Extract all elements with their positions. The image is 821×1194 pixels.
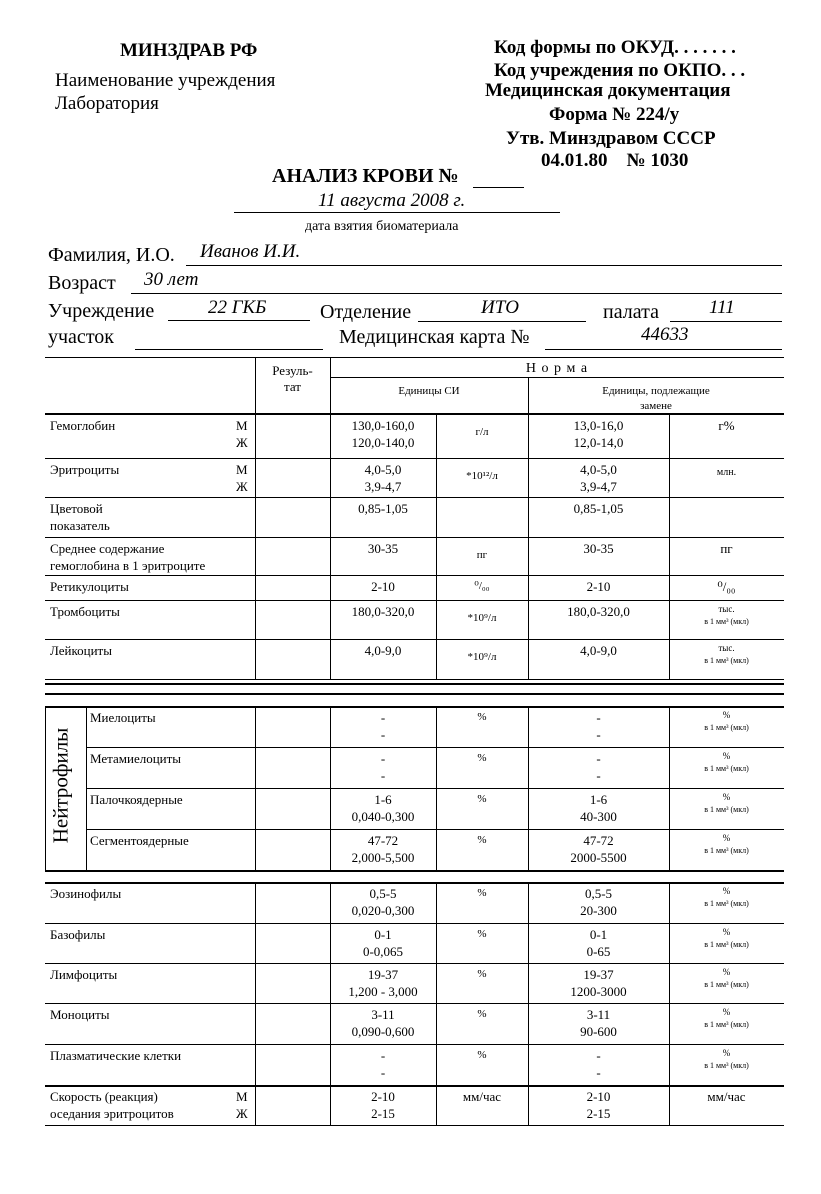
result-header-1: Резуль- xyxy=(272,363,313,378)
approved-label: Утв. Минздравом СССР xyxy=(506,128,716,149)
column-divider xyxy=(255,575,256,600)
row-name: Скорость (реакция) xyxy=(50,1089,158,1104)
unit-line-1: % xyxy=(722,792,731,802)
column-divider xyxy=(255,639,256,679)
okpo-code: Код учреждения по ОКПО. . . xyxy=(494,60,746,81)
name-value: Иванов И.И. xyxy=(200,241,301,262)
row-divider xyxy=(45,1125,784,1126)
old-unit-2: в 1 мм³ (мкл) xyxy=(704,656,749,665)
ministry-title: МИНЗДРАВ РФ xyxy=(120,40,258,61)
column-divider xyxy=(669,1085,670,1125)
si-norm-1: 4,0-5,0 xyxy=(364,462,402,477)
row-divider xyxy=(45,575,784,576)
row-name-2: гемоглобина в 1 эритроците xyxy=(50,558,206,573)
si-norm-1: - xyxy=(380,751,386,766)
si-norm-1: 2-10 xyxy=(371,579,395,594)
column-divider xyxy=(330,1003,331,1044)
row-name: Среднее содержание xyxy=(50,541,165,556)
si-norm-2: 0-0,065 xyxy=(362,944,404,959)
column-divider xyxy=(436,497,437,537)
table-header-bottom xyxy=(45,413,784,415)
norm-header-rule xyxy=(330,377,784,378)
old-norm-1: 2-10 xyxy=(586,579,611,594)
column-divider xyxy=(528,1085,529,1125)
column-divider xyxy=(669,458,670,497)
analysis-number-line xyxy=(473,187,524,188)
date-caption: дата взятия биоматериала xyxy=(305,219,459,234)
row-name: Лимфоциты xyxy=(50,967,118,982)
si-norm-1: 0,5-5 xyxy=(369,886,397,901)
unit-line-2: в 1 мм³ (мкл) xyxy=(704,1061,749,1070)
old-norm-2: 90-600 xyxy=(580,1024,617,1039)
row-divider xyxy=(45,706,784,708)
old-norm-1: 13,0-16,0 xyxy=(573,418,624,433)
column-divider xyxy=(528,706,529,747)
column-divider xyxy=(436,829,437,870)
unit-line-1: % xyxy=(722,967,731,977)
sex-f: Ж xyxy=(236,1106,248,1121)
column-divider xyxy=(255,1003,256,1044)
si-norm-1: 3-11 xyxy=(371,1007,395,1022)
row-name: Тромбоциты xyxy=(50,604,120,619)
page-title: АНАЛИЗ КРОВИ № xyxy=(272,165,459,187)
column-divider xyxy=(330,829,331,870)
column-divider xyxy=(330,747,331,788)
column-divider xyxy=(669,575,670,600)
department-value: ИТО xyxy=(481,297,520,318)
si-unit: % xyxy=(477,793,487,805)
row-divider xyxy=(45,537,784,538)
si-unit: % xyxy=(477,1008,487,1020)
unit-line-2: в 1 мм³ (мкл) xyxy=(704,980,749,989)
ward-label: палата xyxy=(603,301,659,323)
row-divider xyxy=(86,829,784,830)
sex-m: М xyxy=(236,418,248,433)
sex-m: М xyxy=(236,462,248,477)
med-doc-label: Медицинская документация xyxy=(485,80,731,101)
si-unit: % xyxy=(477,887,487,899)
si-norm-2: - xyxy=(380,768,386,783)
unit-line-2: в 1 мм³ (мкл) xyxy=(704,764,749,773)
old-norm-1: 2-10 xyxy=(586,1089,611,1104)
table-top-rule xyxy=(45,357,784,358)
row-name: Сегментоядерные xyxy=(90,833,189,848)
card-line xyxy=(545,349,782,350)
si-unit: пг xyxy=(476,549,488,561)
column-divider xyxy=(669,923,670,963)
old-norm-1: 4,0-5,0 xyxy=(580,462,617,477)
column-divider xyxy=(330,1085,331,1125)
column-divider xyxy=(330,788,331,829)
sex-m: М xyxy=(236,1089,248,1104)
column-divider xyxy=(669,639,670,679)
column-divider xyxy=(86,706,87,747)
column-divider xyxy=(330,882,331,923)
old-norm-2: 0-65 xyxy=(586,944,611,959)
old-norm-2: 2-15 xyxy=(586,1106,611,1121)
unit-line-2: в 1 мм³ (мкл) xyxy=(704,899,749,908)
column-divider xyxy=(86,747,87,788)
row-divider xyxy=(45,882,784,884)
si-unit: *10¹²/л xyxy=(466,470,498,482)
district-line xyxy=(135,349,323,350)
si-norm-1: 4,0-9,0 xyxy=(364,643,402,658)
department-line xyxy=(418,321,586,322)
column-divider xyxy=(330,600,331,639)
si-unit: г/л xyxy=(475,426,489,438)
column-divider xyxy=(330,458,331,497)
column-divider xyxy=(528,377,529,413)
column-divider xyxy=(436,458,437,497)
old-norm-2: 40-300 xyxy=(580,809,617,824)
old-unit: млн. xyxy=(716,467,737,478)
column-divider xyxy=(528,639,529,679)
si-norm-2: 3,9-4,7 xyxy=(364,479,402,494)
norm-header: Н о р м а xyxy=(525,361,589,376)
column-divider xyxy=(330,575,331,600)
column-divider xyxy=(528,882,529,923)
column-divider xyxy=(528,923,529,963)
row-name: Палочкоядерные xyxy=(90,792,183,807)
age-line xyxy=(131,293,782,294)
column-divider xyxy=(528,414,529,458)
row-name: Моноциты xyxy=(50,1007,110,1022)
old-norm-1: - xyxy=(596,710,601,725)
si-norm-1: 19-37 xyxy=(367,967,399,982)
column-divider xyxy=(330,1044,331,1085)
name-line xyxy=(186,265,782,266)
si-unit: % xyxy=(477,752,487,764)
column-divider xyxy=(528,600,529,639)
old-unit: г% xyxy=(718,418,735,433)
si-norm-1: 1-6 xyxy=(374,792,392,807)
old-norm-2: 2000-5500 xyxy=(570,850,627,865)
unit-line-1: % xyxy=(722,927,731,937)
old-norm-2: - xyxy=(596,768,601,783)
old-norm-1: - xyxy=(596,1048,601,1063)
si-unit: % xyxy=(477,968,487,980)
column-divider xyxy=(528,1003,529,1044)
column-divider xyxy=(330,414,331,458)
row-name: Эозинофилы xyxy=(50,886,122,901)
column-divider xyxy=(436,1044,437,1085)
column-divider xyxy=(436,1003,437,1044)
row-divider xyxy=(45,1044,784,1045)
row-divider xyxy=(45,600,784,601)
si-unit: % xyxy=(477,928,487,940)
si-norm-1: 180,0-320,0 xyxy=(351,604,415,619)
card-label: Медицинская карта № xyxy=(339,326,530,348)
institution-field-value: 22 ГКБ xyxy=(208,297,267,318)
si-norm-2: 0,090-0,600 xyxy=(351,1024,415,1039)
row-name: Базофилы xyxy=(50,927,106,942)
si-norm-2: 120,0-140,0 xyxy=(351,435,415,450)
column-divider xyxy=(255,829,256,870)
institution-label: Наименование учреждения xyxy=(55,70,276,91)
column-divider xyxy=(330,357,331,413)
old-unit: мм/час xyxy=(707,1089,746,1104)
column-divider xyxy=(669,414,670,458)
neutrophils-label: Нейтрофилы xyxy=(48,727,73,844)
column-divider xyxy=(436,923,437,963)
ward-line xyxy=(670,321,782,322)
unit-line-1: % xyxy=(722,886,731,896)
column-divider xyxy=(528,963,529,1003)
age-label: Возраст xyxy=(48,272,116,294)
column-divider xyxy=(255,747,256,788)
date-line xyxy=(234,212,560,213)
form-number: Форма № 224/у xyxy=(549,104,680,125)
row-divider xyxy=(45,639,784,640)
old-norm-1: 30-35 xyxy=(583,541,614,556)
column-divider xyxy=(669,1003,670,1044)
old-unit-1: тыс. xyxy=(718,643,735,653)
row-divider xyxy=(45,679,784,680)
column-divider xyxy=(330,497,331,537)
row-divider xyxy=(45,963,784,964)
si-norm-1: - xyxy=(380,1048,386,1063)
column-divider xyxy=(255,537,256,575)
old-norm-2: - xyxy=(596,1065,601,1080)
column-divider xyxy=(255,600,256,639)
row-divider xyxy=(45,870,784,872)
column-divider xyxy=(669,882,670,923)
column-divider xyxy=(330,923,331,963)
row-name: Метамиелоциты xyxy=(90,751,182,766)
row-name: Цветовой xyxy=(50,501,103,516)
row-divider xyxy=(45,1085,784,1087)
si-unit: *10⁹/л xyxy=(467,651,497,663)
unit-line-1: % xyxy=(722,1048,731,1058)
si-norm-2: 2-15 xyxy=(371,1106,395,1121)
row-divider xyxy=(45,1003,784,1004)
row-name-2: показатель xyxy=(50,518,110,533)
column-divider xyxy=(436,537,437,575)
old-unit-1: тыс. xyxy=(718,604,735,614)
old-norm-2: 12,0-14,0 xyxy=(573,435,624,450)
column-divider xyxy=(436,747,437,788)
column-divider xyxy=(255,414,256,458)
unit-line-2: в 1 мм³ (мкл) xyxy=(704,846,749,855)
column-divider xyxy=(436,882,437,923)
column-divider xyxy=(528,537,529,575)
old-norm-1: - xyxy=(596,751,601,766)
result-header-2: тат xyxy=(284,379,301,394)
old-unit-2: в 1 мм³ (мкл) xyxy=(704,617,749,626)
old-norm-1: 47-72 xyxy=(583,833,614,848)
column-divider xyxy=(255,882,256,923)
age-value: 30 лет xyxy=(144,269,199,290)
column-divider xyxy=(669,747,670,788)
unit-line-1: % xyxy=(722,710,731,720)
column-divider xyxy=(255,788,256,829)
si-norm-1: - xyxy=(380,710,386,725)
column-divider xyxy=(436,963,437,1003)
row-divider xyxy=(45,683,784,685)
column-divider xyxy=(436,1085,437,1125)
old-unit: пг xyxy=(720,541,733,556)
row-name: Миелоциты xyxy=(90,710,156,725)
old-norm-1: 19-37 xyxy=(583,967,614,982)
column-divider xyxy=(330,639,331,679)
old-norm-1: 0-1 xyxy=(589,927,608,942)
row-name-2: оседания эритроцитов xyxy=(50,1106,174,1121)
si-norm-1: 2-10 xyxy=(371,1089,395,1104)
column-divider xyxy=(669,706,670,747)
column-divider xyxy=(436,575,437,600)
unit-line-1: % xyxy=(722,1007,731,1017)
si-units-header: Единицы СИ xyxy=(398,385,460,397)
column-divider xyxy=(436,600,437,639)
column-divider xyxy=(436,639,437,679)
old-norm-1: 180,0-320,0 xyxy=(567,604,630,619)
si-unit: % xyxy=(477,834,487,846)
column-divider xyxy=(528,747,529,788)
institution-name: Лаборатория xyxy=(55,93,159,114)
si-norm-1: 47-72 xyxy=(367,833,399,848)
old-norm-1: 3-11 xyxy=(586,1007,611,1022)
si-norm-2: 0,040-0,300 xyxy=(351,809,415,824)
column-divider xyxy=(436,788,437,829)
row-name: Лейкоциты xyxy=(50,643,112,658)
si-norm-2: - xyxy=(380,727,386,742)
institution-field-label: Учреждение xyxy=(48,300,155,322)
row-divider xyxy=(86,788,784,789)
column-divider xyxy=(669,788,670,829)
row-divider xyxy=(45,497,784,498)
old-norm-2: 3,9-4,7 xyxy=(580,479,617,494)
row-name: Плазматические клетки xyxy=(50,1048,182,1063)
column-divider xyxy=(669,537,670,575)
old-norm-1: 0,5-5 xyxy=(584,886,613,901)
unit-line-2: в 1 мм³ (мкл) xyxy=(704,805,749,814)
row-divider xyxy=(86,747,784,748)
column-divider xyxy=(669,497,670,537)
row-divider xyxy=(45,923,784,924)
si-norm-1: 0-1 xyxy=(374,927,392,942)
column-divider xyxy=(330,537,331,575)
old-norm-2: 20-300 xyxy=(580,903,617,918)
replace-units-header-1: Единицы, подлежащие xyxy=(602,385,710,397)
si-norm-2: 1,200 - 3,000 xyxy=(348,984,418,999)
column-divider xyxy=(528,497,529,537)
column-divider xyxy=(255,1085,256,1125)
column-divider xyxy=(528,1044,529,1085)
date-value: 11 августа 2008 г. xyxy=(318,190,466,211)
column-divider xyxy=(255,706,256,747)
old-norm-1: 1-6 xyxy=(589,792,608,807)
si-unit: % xyxy=(477,711,487,723)
order-number: 04.01.80 № 1030 xyxy=(541,150,689,171)
unit-line-2: в 1 мм³ (мкл) xyxy=(704,1020,749,1029)
column-divider xyxy=(255,458,256,497)
si-norm-1: 130,0-160,0 xyxy=(351,418,415,433)
si-norm-2: 0,020-0,300 xyxy=(351,903,415,918)
column-divider xyxy=(255,357,256,413)
sex-f: Ж xyxy=(236,435,248,450)
column-divider xyxy=(436,414,437,458)
replace-units-header-2: замене xyxy=(640,400,672,412)
district-label: участок xyxy=(48,326,115,348)
column-divider xyxy=(255,497,256,537)
column-divider xyxy=(436,706,437,747)
column-divider xyxy=(86,788,87,829)
unit-line-1: % xyxy=(722,833,731,843)
column-divider xyxy=(255,963,256,1003)
row-name: Гемоглобин xyxy=(50,418,116,433)
okud-code: Код формы по ОКУД. . . . . . . xyxy=(494,37,736,58)
si-unit: ⁰/₀₀ xyxy=(474,580,490,592)
row-divider xyxy=(45,693,784,695)
unit-line-2: в 1 мм³ (мкл) xyxy=(704,940,749,949)
column-divider xyxy=(86,829,87,870)
department-label: Отделение xyxy=(320,301,412,323)
old-unit: ⁰/₀₀ xyxy=(717,579,736,594)
card-value: 44633 xyxy=(641,324,689,345)
unit-line-2: в 1 мм³ (мкл) xyxy=(704,723,749,732)
si-norm-1: 30-35 xyxy=(367,541,399,556)
column-divider xyxy=(669,829,670,870)
column-divider xyxy=(528,575,529,600)
institution-field-line xyxy=(168,320,310,321)
column-divider xyxy=(528,458,529,497)
column-divider xyxy=(528,829,529,870)
old-norm-1: 4,0-9,0 xyxy=(580,643,617,658)
old-norm-1: 0,85-1,05 xyxy=(573,501,624,516)
ward-value: 111 xyxy=(709,297,735,318)
si-norm-1: 0,85-1,05 xyxy=(358,501,408,516)
sex-f: Ж xyxy=(236,479,248,494)
column-divider xyxy=(669,1044,670,1085)
si-norm-2: 2,000-5,500 xyxy=(351,850,415,865)
row-name: Эритроциты xyxy=(50,462,120,477)
column-divider xyxy=(255,923,256,963)
row-divider xyxy=(45,458,784,459)
neutro-left-border xyxy=(45,706,46,870)
column-divider xyxy=(330,963,331,1003)
si-unit: *10⁹/л xyxy=(467,612,497,624)
name-label: Фамилия, И.О. xyxy=(48,244,175,266)
column-divider xyxy=(255,1044,256,1085)
si-norm-2: - xyxy=(380,1065,386,1080)
si-unit: мм/час xyxy=(462,1089,502,1104)
old-norm-2: - xyxy=(596,727,601,742)
si-unit: % xyxy=(477,1049,487,1061)
column-divider xyxy=(669,600,670,639)
row-name: Ретикулоциты xyxy=(50,579,129,594)
column-divider xyxy=(528,788,529,829)
column-divider xyxy=(330,706,331,747)
old-norm-2: 1200-3000 xyxy=(570,984,627,999)
unit-line-1: % xyxy=(722,751,731,761)
column-divider xyxy=(669,963,670,1003)
